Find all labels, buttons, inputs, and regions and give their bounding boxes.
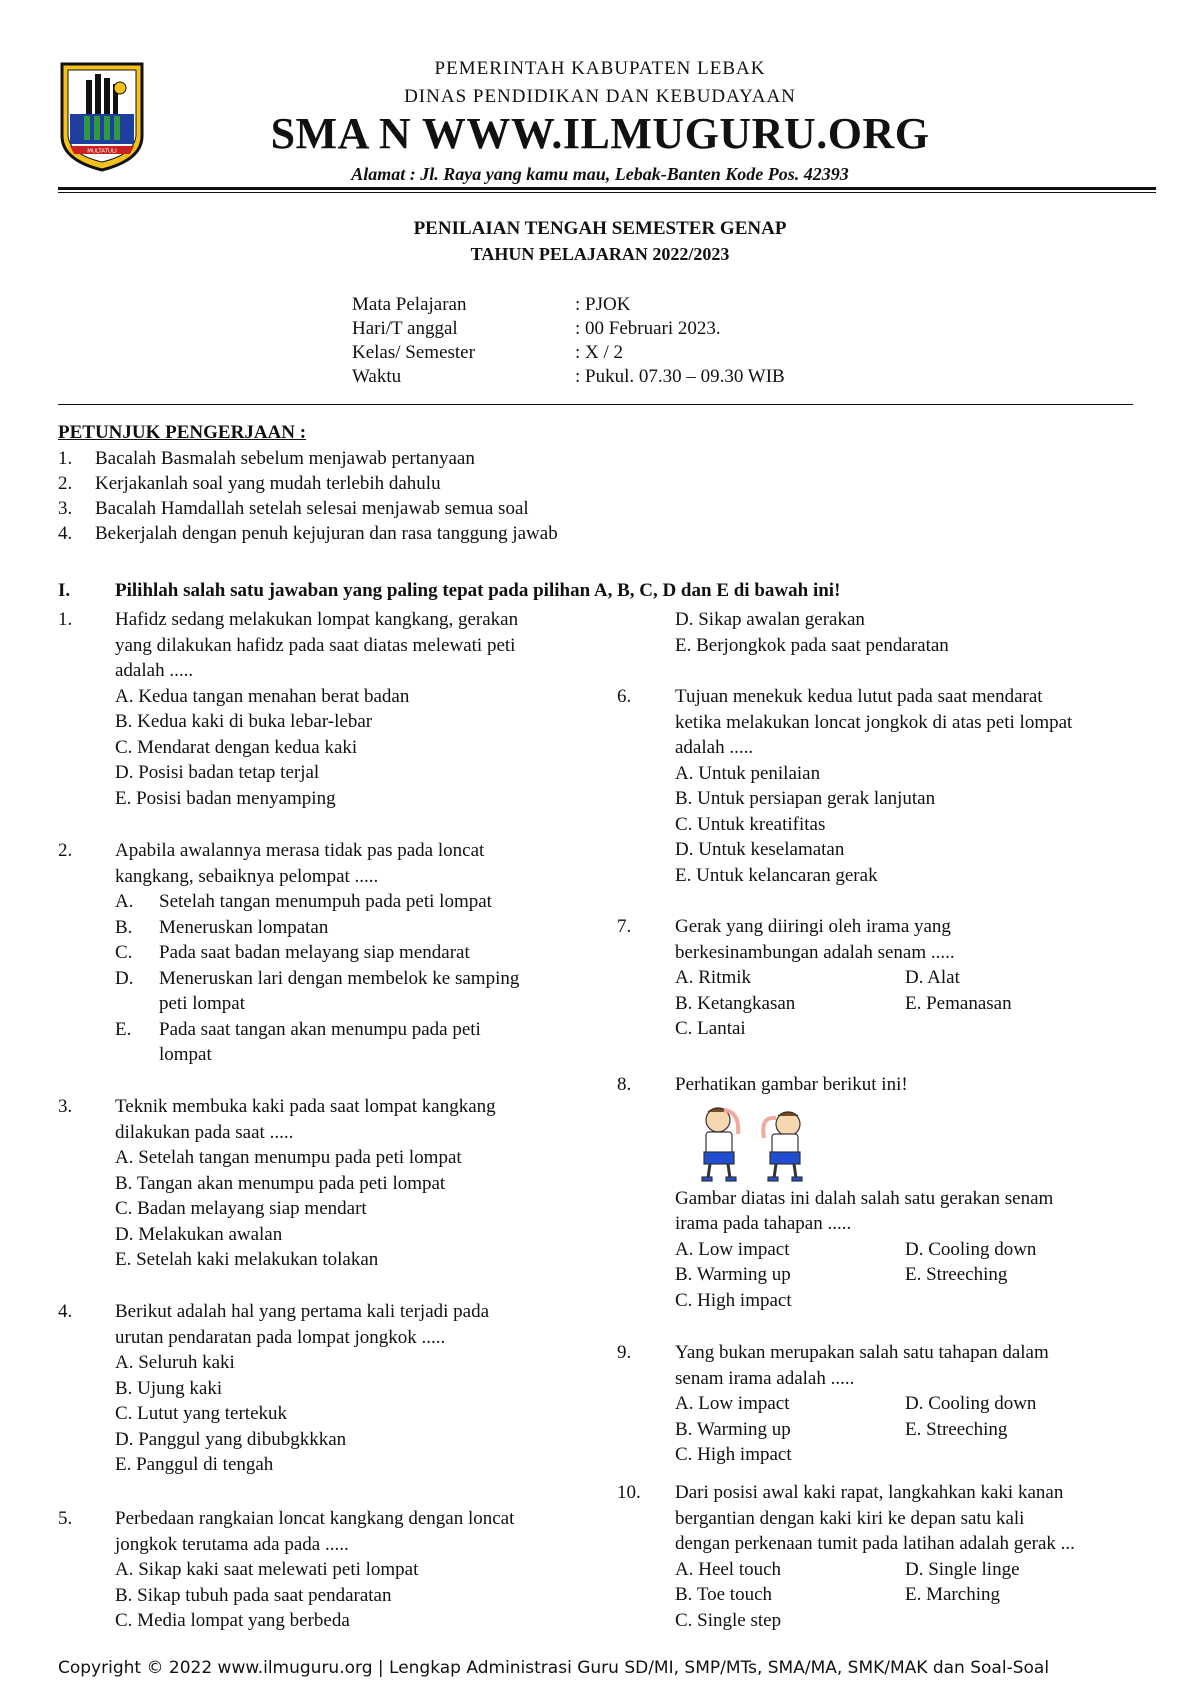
question-stem-line: Teknik membuka kaki pada saat lompat kangkang bbox=[115, 1096, 496, 1117]
answer-option-letter: E. bbox=[115, 1018, 132, 1040]
question-stem-line: Apabila awalannya merasa tidak pas pada loncat bbox=[115, 840, 485, 861]
answer-option: D. Posisi badan tetap terjal bbox=[115, 762, 320, 783]
question-number: 10. bbox=[617, 1482, 641, 1503]
instruction-number: 3. bbox=[58, 498, 73, 519]
answer-option: A. Low impact bbox=[675, 1393, 790, 1414]
question-stem-line: Dari posisi awal kaki rapat, langkahkan kaki kanan bbox=[675, 1482, 1064, 1503]
info-label: Waktu bbox=[352, 366, 402, 387]
answer-option: C. High impact bbox=[675, 1444, 792, 1465]
answer-option: A. Kedua tangan menahan berat badan bbox=[115, 685, 410, 707]
answer-option: E. Streeching bbox=[905, 1264, 1008, 1285]
question-stem-line: jongkok terutama ada pada ..... bbox=[115, 1533, 349, 1555]
header-rule-thin bbox=[58, 192, 1156, 193]
question-stem-line: kangkang, sebaiknya pelompat ..... bbox=[115, 865, 379, 887]
child-right-figure bbox=[763, 1112, 802, 1181]
answer-option: D. Single linge bbox=[905, 1558, 1020, 1580]
answer-option: D. Panggul yang dibubgkkkan bbox=[115, 1428, 347, 1450]
answer-option: B. Ketangkasan bbox=[675, 992, 796, 1014]
section-number: I. bbox=[58, 580, 71, 601]
answer-option: D. Sikap awalan gerakan bbox=[675, 609, 865, 630]
answer-option: C. Badan melayang siap mendart bbox=[115, 1198, 367, 1219]
answer-option: A. Untuk penilaian bbox=[675, 762, 821, 784]
answer-option: E. Panggul di tengah bbox=[115, 1454, 274, 1475]
answer-option: B. Toe touch bbox=[675, 1584, 773, 1605]
question-stem-line: Perhatikan gambar berikut ini! bbox=[675, 1074, 908, 1095]
child-left-figure bbox=[702, 1108, 738, 1181]
instruction-number: 4. bbox=[58, 523, 73, 544]
info-value: : 00 Februari 2023. bbox=[575, 318, 721, 339]
instruction-number: 2. bbox=[58, 473, 73, 494]
answer-option: C. Mendarat dengan kedua kaki bbox=[115, 736, 358, 758]
question-stem-line: Gerak yang diiringi oleh irama yang bbox=[675, 916, 951, 937]
answer-option: E. Marching bbox=[905, 1584, 1000, 1605]
question-number: 8. bbox=[617, 1074, 632, 1095]
info-label: Hari/T anggal bbox=[352, 318, 458, 339]
answer-option: C. Single step bbox=[675, 1609, 782, 1631]
instructions-heading: PETUNJUK PENGERJAAN : bbox=[58, 422, 307, 443]
answer-option: B. Untuk persiapan gerak lanjutan bbox=[675, 788, 936, 809]
answer-option-text: Meneruskan lompatan bbox=[159, 916, 329, 938]
answer-option: C. Lutut yang tertekuk bbox=[115, 1403, 288, 1424]
answer-option-text: Pada saat badan melayang siap mendarat bbox=[159, 942, 470, 963]
instruction-text: Bacalah Hamdallah setelah selesai menjawab semua soal bbox=[95, 498, 529, 519]
answer-option: E. Streeching bbox=[905, 1418, 1008, 1440]
question-number: 5. bbox=[58, 1508, 73, 1529]
answer-option-text: Pada saat tangan akan menumpu pada peti bbox=[159, 1018, 481, 1040]
answer-option: E. Berjongkok pada saat pendaratan bbox=[675, 634, 949, 656]
answer-option: B. Sikap tubuh pada saat pendaratan bbox=[115, 1584, 392, 1606]
logo-banner-text: MULTATULI bbox=[87, 148, 117, 155]
question-stem-line: berkesinambungan adalah senam ..... bbox=[675, 941, 955, 963]
answer-option: E. Untuk kelancaran gerak bbox=[675, 864, 878, 886]
info-label: Kelas/ Semester bbox=[352, 342, 475, 363]
question-number: 1. bbox=[58, 609, 73, 630]
answer-option: D. Alat bbox=[905, 967, 960, 988]
answer-option: B. Warming up bbox=[675, 1264, 791, 1285]
school-name: SMA N WWW.ILMUGURU.ORG bbox=[270, 109, 930, 158]
answer-option: A. Heel touch bbox=[675, 1558, 782, 1580]
info-value: : X / 2 bbox=[575, 342, 624, 363]
instruction-number: 1. bbox=[58, 448, 73, 469]
question-stem-line: Gambar diatas ini dalah salah satu gerakan senam bbox=[675, 1187, 1054, 1209]
stretching-children-illustration bbox=[688, 1104, 820, 1184]
instruction-text: Bacalah Basmalah sebelum menjawab pertanyaan bbox=[95, 448, 475, 469]
answer-option-text: Meneruskan lari dengan membelok ke samping bbox=[159, 967, 520, 989]
answer-option: B. Warming up bbox=[675, 1418, 791, 1440]
exam-year: TAHUN PELAJARAN 2022/2023 bbox=[470, 244, 730, 264]
answer-option-text: Setelah tangan menumpuh pada peti lompat bbox=[159, 891, 492, 912]
school-address: Alamat : Jl. Raya yang kamu mau, Lebak-Banten Kode Pos. 42393 bbox=[351, 164, 849, 184]
answer-option: C. Untuk kreatifitas bbox=[675, 813, 826, 835]
section-instruction: Pilihlah salah satu jawaban yang paling tepat pada pilihan A, B, C, D dan E di bawah ini! bbox=[115, 580, 841, 601]
answer-option: A. Sikap kaki saat melewati peti lompat bbox=[115, 1559, 419, 1580]
department-name: DINAS PENDIDIKAN DAN KEBUDAYAAN bbox=[404, 86, 796, 107]
answer-option: D. Untuk keselamatan bbox=[675, 839, 845, 860]
answer-option: D. Cooling down bbox=[905, 1393, 1037, 1414]
answer-option: C. High impact bbox=[675, 1289, 792, 1311]
question-stem-line: Berikut adalah hal yang pertama kali terjadi pada bbox=[115, 1301, 490, 1322]
government-name: PEMERINTAH KABUPATEN LEBAK bbox=[434, 58, 766, 79]
question-number: 7. bbox=[617, 916, 632, 937]
question-stem-line: senam irama adalah ..... bbox=[675, 1367, 855, 1389]
question-stem-line: Hafidz sedang melakukan lompat kangkang, gerakan bbox=[115, 609, 519, 630]
question-number: 6. bbox=[617, 686, 632, 707]
instruction-text: Kerjakanlah soal yang mudah terlebih dahulu bbox=[95, 473, 441, 494]
question-stem-line: Tujuan menekuk kedua lutut pada saat mendarat bbox=[675, 686, 1043, 707]
answer-option: D. Melakukan awalan bbox=[115, 1223, 283, 1245]
info-divider bbox=[58, 404, 1133, 405]
answer-option: B. Tangan akan menumpu pada peti lompat bbox=[115, 1172, 446, 1194]
question-stem-line: dengan perkenaan tumit pada latihan adalah gerak ... bbox=[675, 1533, 1075, 1554]
question-stem-line: irama pada tahapan ..... bbox=[675, 1213, 852, 1234]
answer-option: B. Ujung kaki bbox=[115, 1377, 223, 1399]
copyright-footer: Copyright © 2022 www.ilmuguru.org | Lengkap Administrasi Guru SD/MI, SMP/MTs, SMA/MA, SMK/MAK dan Soal-Soal bbox=[58, 1658, 1050, 1678]
info-value: : PJOK bbox=[575, 294, 631, 315]
question-stem-line: adalah ..... bbox=[675, 737, 754, 758]
question-stem-line: dilakukan pada saat ..... bbox=[115, 1121, 294, 1143]
answer-option-letter: C. bbox=[115, 942, 133, 963]
info-label: Mata Pelajaran bbox=[352, 294, 467, 315]
question-stem-line: bergantian dengan kaki kiri ke depan satu kali bbox=[675, 1507, 1025, 1529]
answer-option-letter: A. bbox=[115, 891, 134, 912]
instruction-text: Bekerjalah dengan penuh kejujuran dan rasa tanggung jawab bbox=[95, 523, 558, 544]
answer-option: A. Setelah tangan menumpu pada peti lompat bbox=[115, 1147, 462, 1168]
header-rule-thick bbox=[58, 187, 1156, 190]
answer-option-text: lompat bbox=[159, 1044, 212, 1065]
question-stem-line: Yang bukan merupakan salah satu tahapan dalam bbox=[675, 1342, 1049, 1363]
answer-option: E. Setelah kaki melakukan tolakan bbox=[115, 1249, 379, 1270]
answer-option-text: peti lompat bbox=[159, 993, 246, 1014]
answer-option: A. Seluruh kaki bbox=[115, 1352, 235, 1373]
answer-option: A. Ritmik bbox=[675, 967, 752, 988]
answer-option: D. Cooling down bbox=[905, 1238, 1037, 1260]
question-stem-line: adalah ..... bbox=[115, 660, 194, 681]
answer-option: C. Lantai bbox=[675, 1018, 746, 1039]
answer-option: E. Pemanasan bbox=[905, 992, 1012, 1014]
question-stem-line: urutan pendaratan pada lompat jongkok ..... bbox=[115, 1326, 446, 1348]
question-stem-line: ketika melakukan loncat jongkok di atas peti lompat bbox=[675, 711, 1073, 733]
question-number: 3. bbox=[58, 1096, 73, 1117]
answer-option-letter: B. bbox=[115, 916, 133, 938]
info-value: : Pukul. 07.30 – 09.30 WIB bbox=[575, 366, 785, 387]
answer-option: E. Posisi badan menyamping bbox=[115, 787, 336, 809]
question-number: 9. bbox=[617, 1342, 632, 1363]
answer-option-letter: D. bbox=[115, 967, 134, 989]
question-number: 2. bbox=[58, 840, 73, 861]
exam-title: PENILAIAN TENGAH SEMESTER GENAP bbox=[413, 218, 787, 239]
answer-option: B. Kedua kaki di buka lebar-lebar bbox=[115, 711, 373, 732]
question-stem-line: yang dilakukan hafidz pada saat diatas melewati peti bbox=[115, 634, 516, 656]
question-stem-line: Perbedaan rangkaian loncat kangkang dengan loncat bbox=[115, 1508, 515, 1529]
answer-option: A. Low impact bbox=[675, 1238, 790, 1260]
question-number: 4. bbox=[58, 1301, 73, 1322]
answer-option: C. Media lompat yang berbeda bbox=[115, 1610, 350, 1631]
